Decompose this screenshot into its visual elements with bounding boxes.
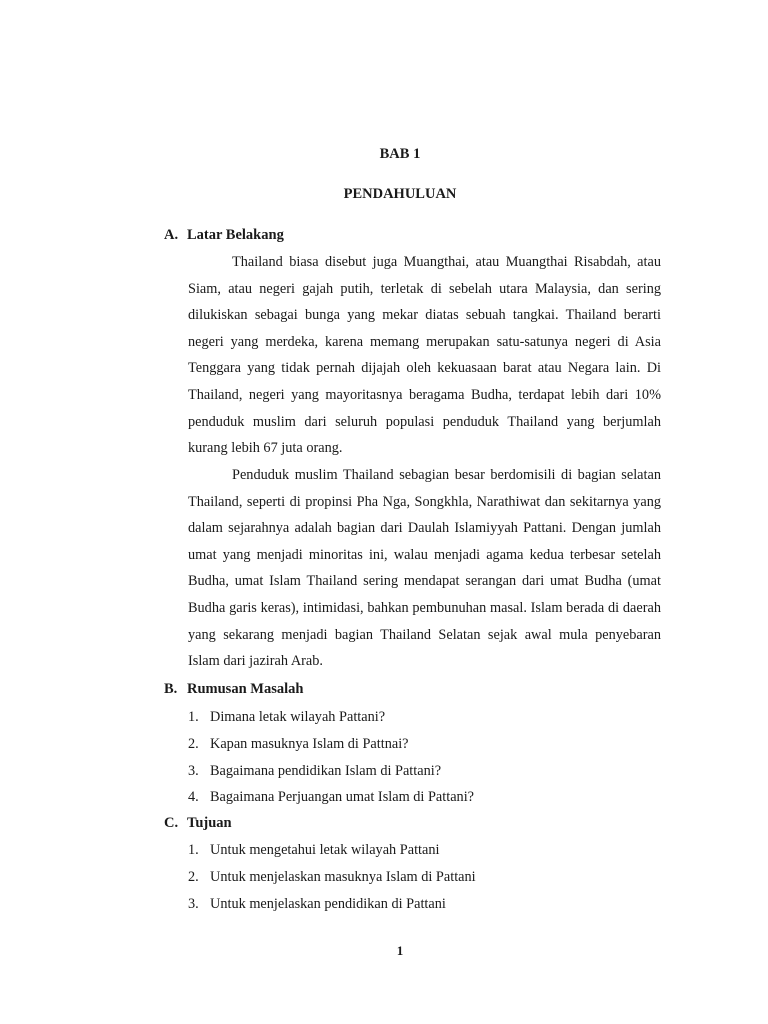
- list-text: Bagaimana pendidikan Islam di Pattani?: [210, 763, 442, 779]
- list-number: 2.: [188, 869, 199, 885]
- section-heading-latar-belakang: [164, 227, 284, 244]
- chapter-title: PENDAHULUAN: [343, 186, 457, 202]
- list-number: 1.: [188, 842, 199, 858]
- list-text: Untuk menjelaskan pendidikan di Pattani: [210, 896, 446, 912]
- list-text: Dimana letak wilayah Pattani?: [210, 709, 386, 725]
- paragraph-2: Penduduk muslim Thailand sebagian besar berdomisili di bagian selatan Thailand, seperti di propinsi Pha Nga, Songkhla, Narathiwat dan sekitarnya yang dalam sejarahnya adalah bagian dari Daulah Islamiyyah Pattani. Dengan jumlah umat yang menjadi minoritas ini, walau menjadi agama kedua terbesar setelah Budha, umat Islam Thailand sering mendapat serangan dari umat Budha (umat Budha garis keras), intimidasi, bahkan pembunuhan masal. Islam berada di daerah yang sekarang menjadi bagian Thailand Selatan sejak awal mula penyebaran Islam dari jazirah Arab.: [188, 467, 661, 670]
- list-number: 1.: [188, 709, 199, 725]
- list-text: Untuk menjelaskan masuknya Islam di Pattani: [210, 869, 476, 885]
- list-item: [188, 736, 409, 753]
- list-number: 2.: [188, 736, 199, 752]
- list-item: [188, 789, 474, 806]
- list-number: 3.: [188, 896, 199, 912]
- list-text: Kapan masuknya Islam di Pattnai?: [210, 736, 409, 752]
- list-item: [188, 869, 476, 886]
- section-title: Tujuan: [187, 815, 232, 831]
- list-text: Untuk mengetahui letak wilayah Pattani: [210, 842, 440, 858]
- page-number: 1: [396, 943, 404, 958]
- section-title: Latar Belakang: [187, 227, 284, 243]
- section-title: Rumusan Masalah: [187, 681, 304, 697]
- paragraph-1: Thailand biasa disebut juga Muangthai, atau Muangthai Risabdah, atau Siam, atau negeri gajah putih, terletak di sebelah utara Malaysia, dan sering dilukiskan sebagai bunga yang mekar diatas sebuah tangkai. Thailand berarti negeri yang merdeka, karena memang merupakan satu-satunya negeri di Asia Tenggara yang tidak pernah dijajah oleh kekuasaan barat atau Negara lain. Di Thailand, negeri yang mayoritasnya beragama Budha, terdapat lebih dari 10% penduduk muslim dari seluruh populasi penduduk Thailand yang berjumlah kurang lebih 67 juta orang.: [188, 254, 661, 457]
- chapter-number: BAB 1: [379, 146, 421, 162]
- list-item: [188, 763, 441, 780]
- list-number: 3.: [188, 763, 199, 779]
- list-item: [188, 709, 385, 726]
- section-letter: C.: [164, 815, 179, 831]
- section-letter: A.: [164, 227, 179, 243]
- section-letter: B.: [164, 681, 178, 697]
- section-heading-tujuan: [164, 815, 232, 832]
- section-heading-rumusan-masalah: [164, 681, 303, 698]
- list-item: [188, 896, 446, 913]
- list-text: Bagaimana Perjuangan umat Islam di Pattani?: [210, 789, 475, 805]
- list-number: 4.: [188, 789, 199, 805]
- list-item: [188, 842, 439, 859]
